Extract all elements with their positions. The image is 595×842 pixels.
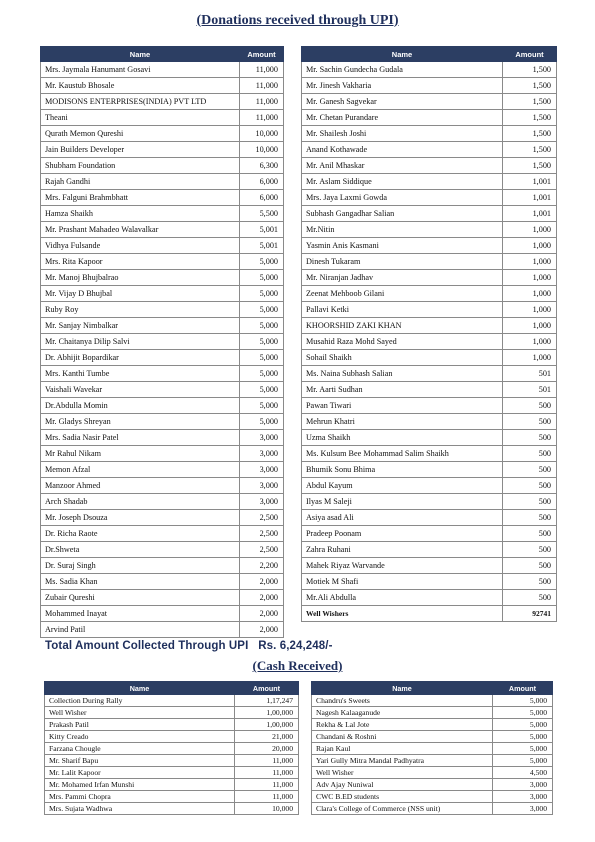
table-row bbox=[302, 174, 557, 190]
donation-amount: 2,000 bbox=[240, 606, 284, 622]
cash-received-table-right bbox=[311, 681, 553, 815]
donor-name: Dinesh Tukaram bbox=[302, 254, 503, 270]
table-row bbox=[302, 302, 557, 318]
donor-name: Mr.Nitin bbox=[302, 222, 503, 238]
donor-name: Anand Kothawade bbox=[302, 142, 503, 158]
donor-name: Motiek M Shafi bbox=[302, 574, 503, 590]
donor-name: Mr. Aslam Siddique bbox=[302, 174, 503, 190]
table-row bbox=[41, 222, 284, 238]
table-row bbox=[45, 743, 299, 755]
donation-amount: 5,000 bbox=[493, 755, 553, 767]
table-row bbox=[302, 62, 557, 78]
table-row bbox=[312, 803, 553, 815]
donor-name: Vaishali Wavekar bbox=[41, 382, 240, 398]
column-header-amount: Amount bbox=[235, 682, 299, 695]
table-row bbox=[41, 110, 284, 126]
donation-amount: 1,500 bbox=[503, 110, 557, 126]
table-row bbox=[302, 158, 557, 174]
donation-amount: 11,000 bbox=[240, 62, 284, 78]
table-row bbox=[302, 222, 557, 238]
donor-name: Mr. Aarti Sudhan bbox=[302, 382, 503, 398]
donor-name: Pradeep Poonam bbox=[302, 526, 503, 542]
donor-name: Pawan Tiwari bbox=[302, 398, 503, 414]
table-row bbox=[41, 62, 284, 78]
donation-amount: 1,000 bbox=[503, 302, 557, 318]
donation-amount: 5,000 bbox=[240, 254, 284, 270]
donation-amount: 1,000 bbox=[503, 350, 557, 366]
table-row bbox=[302, 446, 557, 462]
donation-amount: 1,500 bbox=[503, 94, 557, 110]
donation-amount: 2,500 bbox=[240, 510, 284, 526]
donation-amount: 3,000 bbox=[493, 791, 553, 803]
table-row bbox=[41, 286, 284, 302]
donation-amount: 3,000 bbox=[240, 494, 284, 510]
donation-amount: 11,000 bbox=[235, 779, 299, 791]
table-row bbox=[41, 334, 284, 350]
table-row bbox=[302, 142, 557, 158]
donation-amount: 500 bbox=[503, 526, 557, 542]
donor-name: Mr. Lalit Kapoor bbox=[45, 767, 235, 779]
table-row bbox=[45, 707, 299, 719]
table-row bbox=[302, 414, 557, 430]
table-row bbox=[302, 110, 557, 126]
donor-name: Ms. Naina Subhash Salian bbox=[302, 366, 503, 382]
donation-amount: 500 bbox=[503, 510, 557, 526]
table-row bbox=[45, 779, 299, 791]
donor-name: Zeenat Mehboob Gilani bbox=[302, 286, 503, 302]
donor-name: Mr. Prashant Mahadeo Walavalkar bbox=[41, 222, 240, 238]
donor-name: Ilyas M Saleji bbox=[302, 494, 503, 510]
donation-amount: 1,17,247 bbox=[235, 695, 299, 707]
table-row bbox=[41, 398, 284, 414]
table-row bbox=[45, 767, 299, 779]
table-row bbox=[41, 574, 284, 590]
donor-name: Yari Gully Mitra Mandal Padhyatra bbox=[312, 755, 493, 767]
donation-amount: 5,001 bbox=[240, 222, 284, 238]
donation-amount: 5,500 bbox=[240, 206, 284, 222]
donor-name: Ms. Kulsum Bee Mohammad Salim Shaikh bbox=[302, 446, 503, 462]
donation-amount: 500 bbox=[503, 478, 557, 494]
donor-name: Zubair Qureshi bbox=[41, 590, 240, 606]
donor-name: Sohail Shaikh bbox=[302, 350, 503, 366]
table-row bbox=[41, 430, 284, 446]
table-row bbox=[41, 510, 284, 526]
table-row bbox=[41, 270, 284, 286]
table-row bbox=[41, 526, 284, 542]
donor-name: Mr. Gladys Shreyan bbox=[41, 414, 240, 430]
table-row bbox=[302, 238, 557, 254]
table-row bbox=[41, 142, 284, 158]
donation-amount: 6,000 bbox=[240, 174, 284, 190]
donor-name: Yasmin Anis Kasmani bbox=[302, 238, 503, 254]
donation-amount: 5,000 bbox=[493, 731, 553, 743]
donation-amount: 501 bbox=[503, 366, 557, 382]
donation-amount: 1,500 bbox=[503, 78, 557, 94]
donation-amount: 92741 bbox=[503, 606, 557, 622]
donation-amount: 5,000 bbox=[240, 334, 284, 350]
donor-name: Dr.Shweta bbox=[41, 542, 240, 558]
donor-name: Dr. Abhijit Bopardikar bbox=[41, 350, 240, 366]
table-row bbox=[302, 430, 557, 446]
donor-name: Mr. Manoj Bhujbalrao bbox=[41, 270, 240, 286]
table-row bbox=[312, 707, 553, 719]
table-row bbox=[302, 558, 557, 574]
table-row bbox=[41, 542, 284, 558]
donation-amount: 10,000 bbox=[235, 803, 299, 815]
donation-amount: 11,000 bbox=[235, 755, 299, 767]
donor-name: Jain Builders Developer bbox=[41, 142, 240, 158]
table-row bbox=[45, 695, 299, 707]
donation-amount: 1,000 bbox=[503, 286, 557, 302]
table-row bbox=[302, 126, 557, 142]
donor-name: Collection During Rally bbox=[45, 695, 235, 707]
donor-name: Musahid Raza Mohd Sayed bbox=[302, 334, 503, 350]
table-row bbox=[302, 78, 557, 94]
donation-amount: 5,000 bbox=[493, 695, 553, 707]
table-row bbox=[41, 174, 284, 190]
table-row bbox=[302, 270, 557, 286]
donor-name: Mr. Chaitanya Dilip Salvi bbox=[41, 334, 240, 350]
donation-amount: 2,000 bbox=[240, 590, 284, 606]
donor-name: Mr. Niranjan Jadhav bbox=[302, 270, 503, 286]
donor-name: Mr. Ganesh Sagvekar bbox=[302, 94, 503, 110]
donation-amount: 500 bbox=[503, 446, 557, 462]
table-row bbox=[312, 731, 553, 743]
table-row bbox=[41, 78, 284, 94]
column-header-amount: Amount bbox=[240, 47, 284, 62]
donation-amount: 5,000 bbox=[240, 382, 284, 398]
donation-amount: 3,000 bbox=[240, 462, 284, 478]
donor-name: MODISONS ENTERPRISES(INDIA) PVT LTD bbox=[41, 94, 240, 110]
table-row bbox=[41, 206, 284, 222]
donation-amount: 6,000 bbox=[240, 190, 284, 206]
donor-name: Mrs. Kanthi Tumbe bbox=[41, 366, 240, 382]
table-row bbox=[41, 190, 284, 206]
table-row bbox=[45, 791, 299, 803]
donor-name: Zahra Ruhani bbox=[302, 542, 503, 558]
donor-name: Shubham Foundation bbox=[41, 158, 240, 174]
table-row bbox=[41, 366, 284, 382]
donation-amount: 5,000 bbox=[493, 743, 553, 755]
donor-name: Asiya asad Ali bbox=[302, 510, 503, 526]
donor-name: Mr. Joseph Dsouza bbox=[41, 510, 240, 526]
donation-amount: 2,000 bbox=[240, 574, 284, 590]
donation-amount: 1,000 bbox=[503, 270, 557, 286]
donation-amount: 5,000 bbox=[240, 318, 284, 334]
donation-amount: 1,00,000 bbox=[235, 719, 299, 731]
table-row bbox=[302, 590, 557, 606]
donation-amount: 1,001 bbox=[503, 206, 557, 222]
table-row bbox=[312, 695, 553, 707]
table-row bbox=[41, 158, 284, 174]
donor-name: Mr. Jinesh Vakharia bbox=[302, 78, 503, 94]
donor-name: Dr. Suraj Singh bbox=[41, 558, 240, 574]
donor-name: Mehrun Khatri bbox=[302, 414, 503, 430]
table-row bbox=[302, 526, 557, 542]
table-row bbox=[45, 755, 299, 767]
donor-name: Mr. Anil Mhaskar bbox=[302, 158, 503, 174]
column-header-amount: Amount bbox=[503, 47, 557, 62]
donation-amount: 5,000 bbox=[493, 707, 553, 719]
donation-amount: 500 bbox=[503, 462, 557, 478]
donor-name: Mrs. Falguni Brahmbhatt bbox=[41, 190, 240, 206]
upi-total-amount: Total Amount Collected Through UPI Rs. 6,24,248/- bbox=[45, 640, 333, 652]
table-row bbox=[312, 743, 553, 755]
donor-name: KHOORSHID ZAKI KHAN bbox=[302, 318, 503, 334]
donor-name: Manzoor Ahmed bbox=[41, 478, 240, 494]
donor-name: Well Wisher bbox=[312, 767, 493, 779]
donation-amount: 1,00,000 bbox=[235, 707, 299, 719]
donation-amount: 1,000 bbox=[503, 318, 557, 334]
donation-amount: 1,000 bbox=[503, 254, 557, 270]
donor-name: Rajah Gandhi bbox=[41, 174, 240, 190]
table-row bbox=[41, 558, 284, 574]
table-row bbox=[302, 190, 557, 206]
column-header-name: Name bbox=[312, 682, 493, 695]
donation-amount: 1,500 bbox=[503, 142, 557, 158]
donor-name: Clara's College of Commerce (NSS unit) bbox=[312, 803, 493, 815]
donation-amount: 21,000 bbox=[235, 731, 299, 743]
table-row bbox=[302, 510, 557, 526]
table-row bbox=[41, 446, 284, 462]
donation-amount: 3,000 bbox=[240, 430, 284, 446]
donor-name: Bhumik Sonu Bhima bbox=[302, 462, 503, 478]
table-row bbox=[312, 719, 553, 731]
donation-amount: 5,001 bbox=[240, 238, 284, 254]
donor-name: Mr. Sachin Gundecha Gudala bbox=[302, 62, 503, 78]
donation-amount: 1,500 bbox=[503, 62, 557, 78]
donor-name: Mrs. Rita Kapoor bbox=[41, 254, 240, 270]
table-row bbox=[45, 803, 299, 815]
donor-name: Mrs. Pammi Chopra bbox=[45, 791, 235, 803]
donor-name: Mrs. Jaya Laxmi Gowda bbox=[302, 190, 503, 206]
donor-name: Kitty Creado bbox=[45, 731, 235, 743]
donation-amount: 10,000 bbox=[240, 142, 284, 158]
donor-name: Ms. Sadia Khan bbox=[41, 574, 240, 590]
donation-amount: 501 bbox=[503, 382, 557, 398]
donor-name: Mr. Mohamed Irfan Munshi bbox=[45, 779, 235, 791]
donation-amount: 11,000 bbox=[235, 767, 299, 779]
donor-name: Arch Shadab bbox=[41, 494, 240, 510]
donor-name: Farzana Chougle bbox=[45, 743, 235, 755]
table-row bbox=[41, 238, 284, 254]
table-row bbox=[41, 350, 284, 366]
column-header-name: Name bbox=[302, 47, 503, 62]
donation-amount: 1,500 bbox=[503, 158, 557, 174]
donation-amount: 1,000 bbox=[503, 238, 557, 254]
donation-amount: 500 bbox=[503, 414, 557, 430]
table-row bbox=[41, 606, 284, 622]
donation-amount: 10,000 bbox=[240, 126, 284, 142]
donor-name: Mrs. Jaymala Hanumant Gosavi bbox=[41, 62, 240, 78]
table-row bbox=[45, 719, 299, 731]
table-row bbox=[41, 302, 284, 318]
donation-amount: 1,001 bbox=[503, 190, 557, 206]
donor-name: Rekha & Lal Jote bbox=[312, 719, 493, 731]
donation-amount: 4,500 bbox=[493, 767, 553, 779]
upi-donations-table-right bbox=[301, 46, 557, 622]
donation-amount: 2,500 bbox=[240, 542, 284, 558]
donation-amount: 500 bbox=[503, 542, 557, 558]
donor-name: Qurath Memon Qureshi bbox=[41, 126, 240, 142]
table-row bbox=[302, 318, 557, 334]
donor-name: Nagesh Kalaaganude bbox=[312, 707, 493, 719]
table-row bbox=[302, 254, 557, 270]
donor-name: Dr. Richa Raote bbox=[41, 526, 240, 542]
donor-name: Arvind Patil bbox=[41, 622, 240, 638]
table-row bbox=[302, 494, 557, 510]
table-row bbox=[312, 755, 553, 767]
donation-amount: 3,000 bbox=[493, 779, 553, 791]
table-row bbox=[302, 206, 557, 222]
donation-amount: 1,000 bbox=[503, 334, 557, 350]
donor-name: Theani bbox=[41, 110, 240, 126]
table-row bbox=[302, 382, 557, 398]
table-row bbox=[41, 254, 284, 270]
donor-name: Uzma Shaikh bbox=[302, 430, 503, 446]
cash-received-table-left bbox=[44, 681, 299, 815]
upi-section-title: (Donations received through UPI) bbox=[196, 13, 399, 28]
donation-amount: 5,000 bbox=[240, 270, 284, 286]
column-header-name: Name bbox=[45, 682, 235, 695]
donation-amount: 5,000 bbox=[240, 302, 284, 318]
table-row bbox=[302, 606, 557, 622]
donation-amount: 11,000 bbox=[240, 78, 284, 94]
table-row bbox=[302, 94, 557, 110]
table-row bbox=[312, 767, 553, 779]
donation-amount: 1,500 bbox=[503, 126, 557, 142]
donor-name: Rajan Kaul bbox=[312, 743, 493, 755]
donation-amount: 500 bbox=[503, 494, 557, 510]
donation-amount: 5,000 bbox=[493, 719, 553, 731]
donation-amount: 6,300 bbox=[240, 158, 284, 174]
donor-name: Mr.Ali Abdulla bbox=[302, 590, 503, 606]
donor-name: Well Wisher bbox=[45, 707, 235, 719]
table-row bbox=[41, 382, 284, 398]
table-row bbox=[302, 462, 557, 478]
donation-amount: 5,000 bbox=[240, 350, 284, 366]
donor-name: Chandani & Roshni bbox=[312, 731, 493, 743]
donation-amount: 11,000 bbox=[240, 110, 284, 126]
donor-name: Prakash Patil bbox=[45, 719, 235, 731]
donation-amount: 3,000 bbox=[240, 478, 284, 494]
table-row bbox=[302, 574, 557, 590]
table-row bbox=[41, 622, 284, 638]
donor-name: CWC B.ED students bbox=[312, 791, 493, 803]
donation-amount: 500 bbox=[503, 574, 557, 590]
table-row bbox=[302, 366, 557, 382]
table-row bbox=[41, 126, 284, 142]
donation-amount: 1,001 bbox=[503, 174, 557, 190]
donation-amount: 2,200 bbox=[240, 558, 284, 574]
donor-name: Mohammed Inayat bbox=[41, 606, 240, 622]
donor-name: Mahek Riyaz Warvande bbox=[302, 558, 503, 574]
donation-amount: 11,000 bbox=[240, 94, 284, 110]
upi-donations-table-left bbox=[40, 46, 284, 638]
donor-name: Mr. Sanjay Nimbalkar bbox=[41, 318, 240, 334]
donation-amount: 20,000 bbox=[235, 743, 299, 755]
donation-amount: 11,000 bbox=[235, 791, 299, 803]
donor-name: Mrs. Sujata Wadhwa bbox=[45, 803, 235, 815]
table-row bbox=[41, 462, 284, 478]
cash-section-title: (Cash Received) bbox=[252, 658, 343, 673]
table-row bbox=[312, 779, 553, 791]
table-row bbox=[302, 542, 557, 558]
donation-amount: 500 bbox=[503, 430, 557, 446]
donor-name: Adv Ajay Nuniwal bbox=[312, 779, 493, 791]
donation-amount: 5,000 bbox=[240, 366, 284, 382]
donor-name: Abdul Kayum bbox=[302, 478, 503, 494]
donation-amount: 5,000 bbox=[240, 414, 284, 430]
table-row bbox=[312, 791, 553, 803]
donation-amount: 500 bbox=[503, 398, 557, 414]
donor-name: Hamza Shaikh bbox=[41, 206, 240, 222]
table-row bbox=[302, 478, 557, 494]
donation-amount: 1,000 bbox=[503, 222, 557, 238]
donation-amount: 5,000 bbox=[240, 286, 284, 302]
donor-name: Mr. Chetan Purandare bbox=[302, 110, 503, 126]
donor-name: Mr. Shailesh Joshi bbox=[302, 126, 503, 142]
column-header-amount: Amount bbox=[493, 682, 553, 695]
donor-name: Chandru's Sweets bbox=[312, 695, 493, 707]
donation-amount: 2,000 bbox=[240, 622, 284, 638]
donation-amount: 2,500 bbox=[240, 526, 284, 542]
column-header-name: Name bbox=[41, 47, 240, 62]
donor-name: Mr. Vijay D Bhujbal bbox=[41, 286, 240, 302]
donation-amount: 5,000 bbox=[240, 398, 284, 414]
table-row bbox=[302, 286, 557, 302]
table-row bbox=[302, 398, 557, 414]
table-row bbox=[41, 414, 284, 430]
table-row bbox=[45, 731, 299, 743]
table-row bbox=[41, 94, 284, 110]
donor-name: Well Wishers bbox=[302, 606, 503, 622]
donation-amount: 3,000 bbox=[493, 803, 553, 815]
donor-name: Subhash Gangadhar Salian bbox=[302, 206, 503, 222]
donor-name: Ruby Roy bbox=[41, 302, 240, 318]
donation-amount: 500 bbox=[503, 590, 557, 606]
table-row bbox=[41, 478, 284, 494]
donor-name: Mrs. Sadia Nasir Patel bbox=[41, 430, 240, 446]
table-row bbox=[302, 350, 557, 366]
donor-name: Vidhya Fulsande bbox=[41, 238, 240, 254]
table-row bbox=[302, 334, 557, 350]
donor-name: Dr.Abdulla Momin bbox=[41, 398, 240, 414]
donor-name: Pallavi Ketki bbox=[302, 302, 503, 318]
table-row bbox=[41, 318, 284, 334]
donation-amount: 500 bbox=[503, 558, 557, 574]
donation-amount: 3,000 bbox=[240, 446, 284, 462]
table-row bbox=[41, 494, 284, 510]
donor-name: Mr. Kaustub Bhosale bbox=[41, 78, 240, 94]
donor-name: Mr. Sharif Bapu bbox=[45, 755, 235, 767]
table-row bbox=[41, 590, 284, 606]
donor-name: Mr Rahul Nikam bbox=[41, 446, 240, 462]
donor-name: Memon Afzal bbox=[41, 462, 240, 478]
